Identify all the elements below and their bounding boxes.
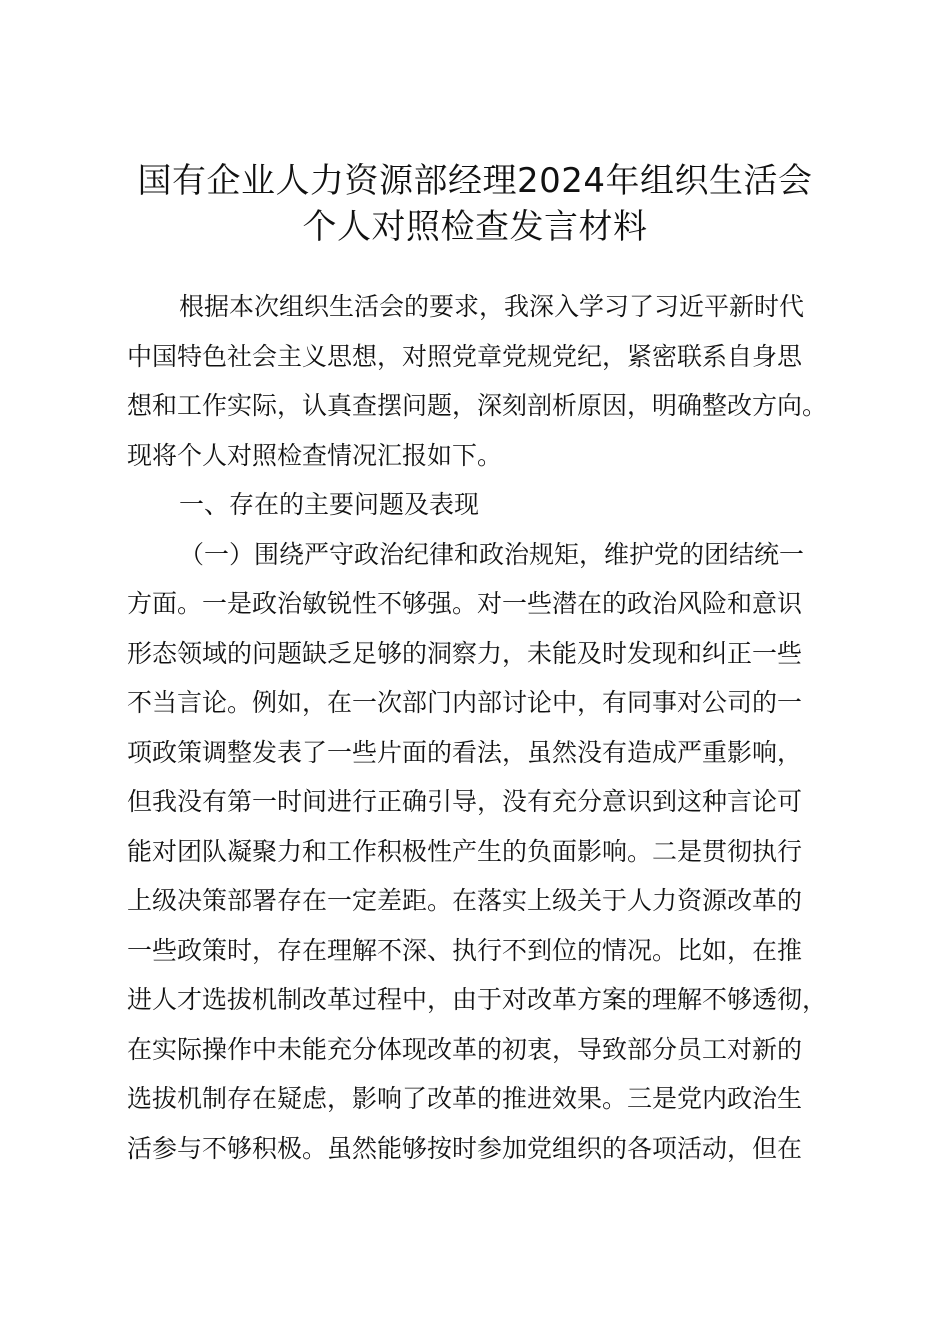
title-line-2: 个人对照检查发言材料	[302, 207, 648, 247]
text-line: 进人才选拔机制改革过程中，由于对改革方案的理解不够透彻，	[127, 985, 828, 1014]
text-line: 活参与不够积极。虽然能够按时参加党组织的各项活动，但在	[127, 1133, 803, 1163]
title-line-1: 国有企业人力资源部经理2024年组织生活会	[137, 161, 813, 201]
text-line: 方面。一是政治敏锐性不够强。对一些潜在的政治风险和意识	[127, 589, 803, 618]
text-line: 一些政策时，存在理解不深、执行不到位的情况。比如，在推	[127, 935, 803, 965]
text-line: 一、存在的主要问题及表现	[179, 490, 480, 519]
text-line: （一）围绕严守政治纪律和政治规矩，维护党的团结统一	[179, 539, 805, 569]
text-line: 中国特色社会主义思想，对照党章党规党纪，紧密联系自身思	[127, 341, 803, 371]
text-line: 但我没有第一时间进行正确引导，没有充分意识到这种言论可	[127, 787, 803, 816]
text-line: 在实际操作中未能充分体现改革的初衷，导致部分员工对新的	[127, 1034, 803, 1064]
text-line: 现将个人对照检查情况汇报如下。	[127, 440, 503, 470]
text-line: 想和工作实际，认真查摆问题，深刻剖析原因，明确整改方向。	[127, 391, 828, 420]
document-title	[0, 158, 950, 250]
document-body	[127, 282, 837, 1173]
text-line: 项政策调整发表了一些片面的看法，虽然没有造成严重影响，	[127, 737, 803, 767]
text-line: 能对团队凝聚力和工作积极性产生的负面影响。二是贯彻执行	[127, 836, 803, 866]
text-line: 根据本次组织生活会的要求，我深入学习了习近平新时代	[179, 292, 805, 321]
text-line: 上级决策部署存在一定差距。在落实上级关于人力资源改革的	[127, 886, 803, 915]
text-line: 形态领域的问题缺乏足够的洞察力，未能及时发现和纠正一些	[127, 638, 803, 668]
text-line: 不当言论。例如，在一次部门内部讨论中，有同事对公司的一	[127, 688, 803, 717]
text-line: 选拔机制存在疑虑，影响了改革的推进效果。三是党内政治生	[127, 1084, 803, 1113]
